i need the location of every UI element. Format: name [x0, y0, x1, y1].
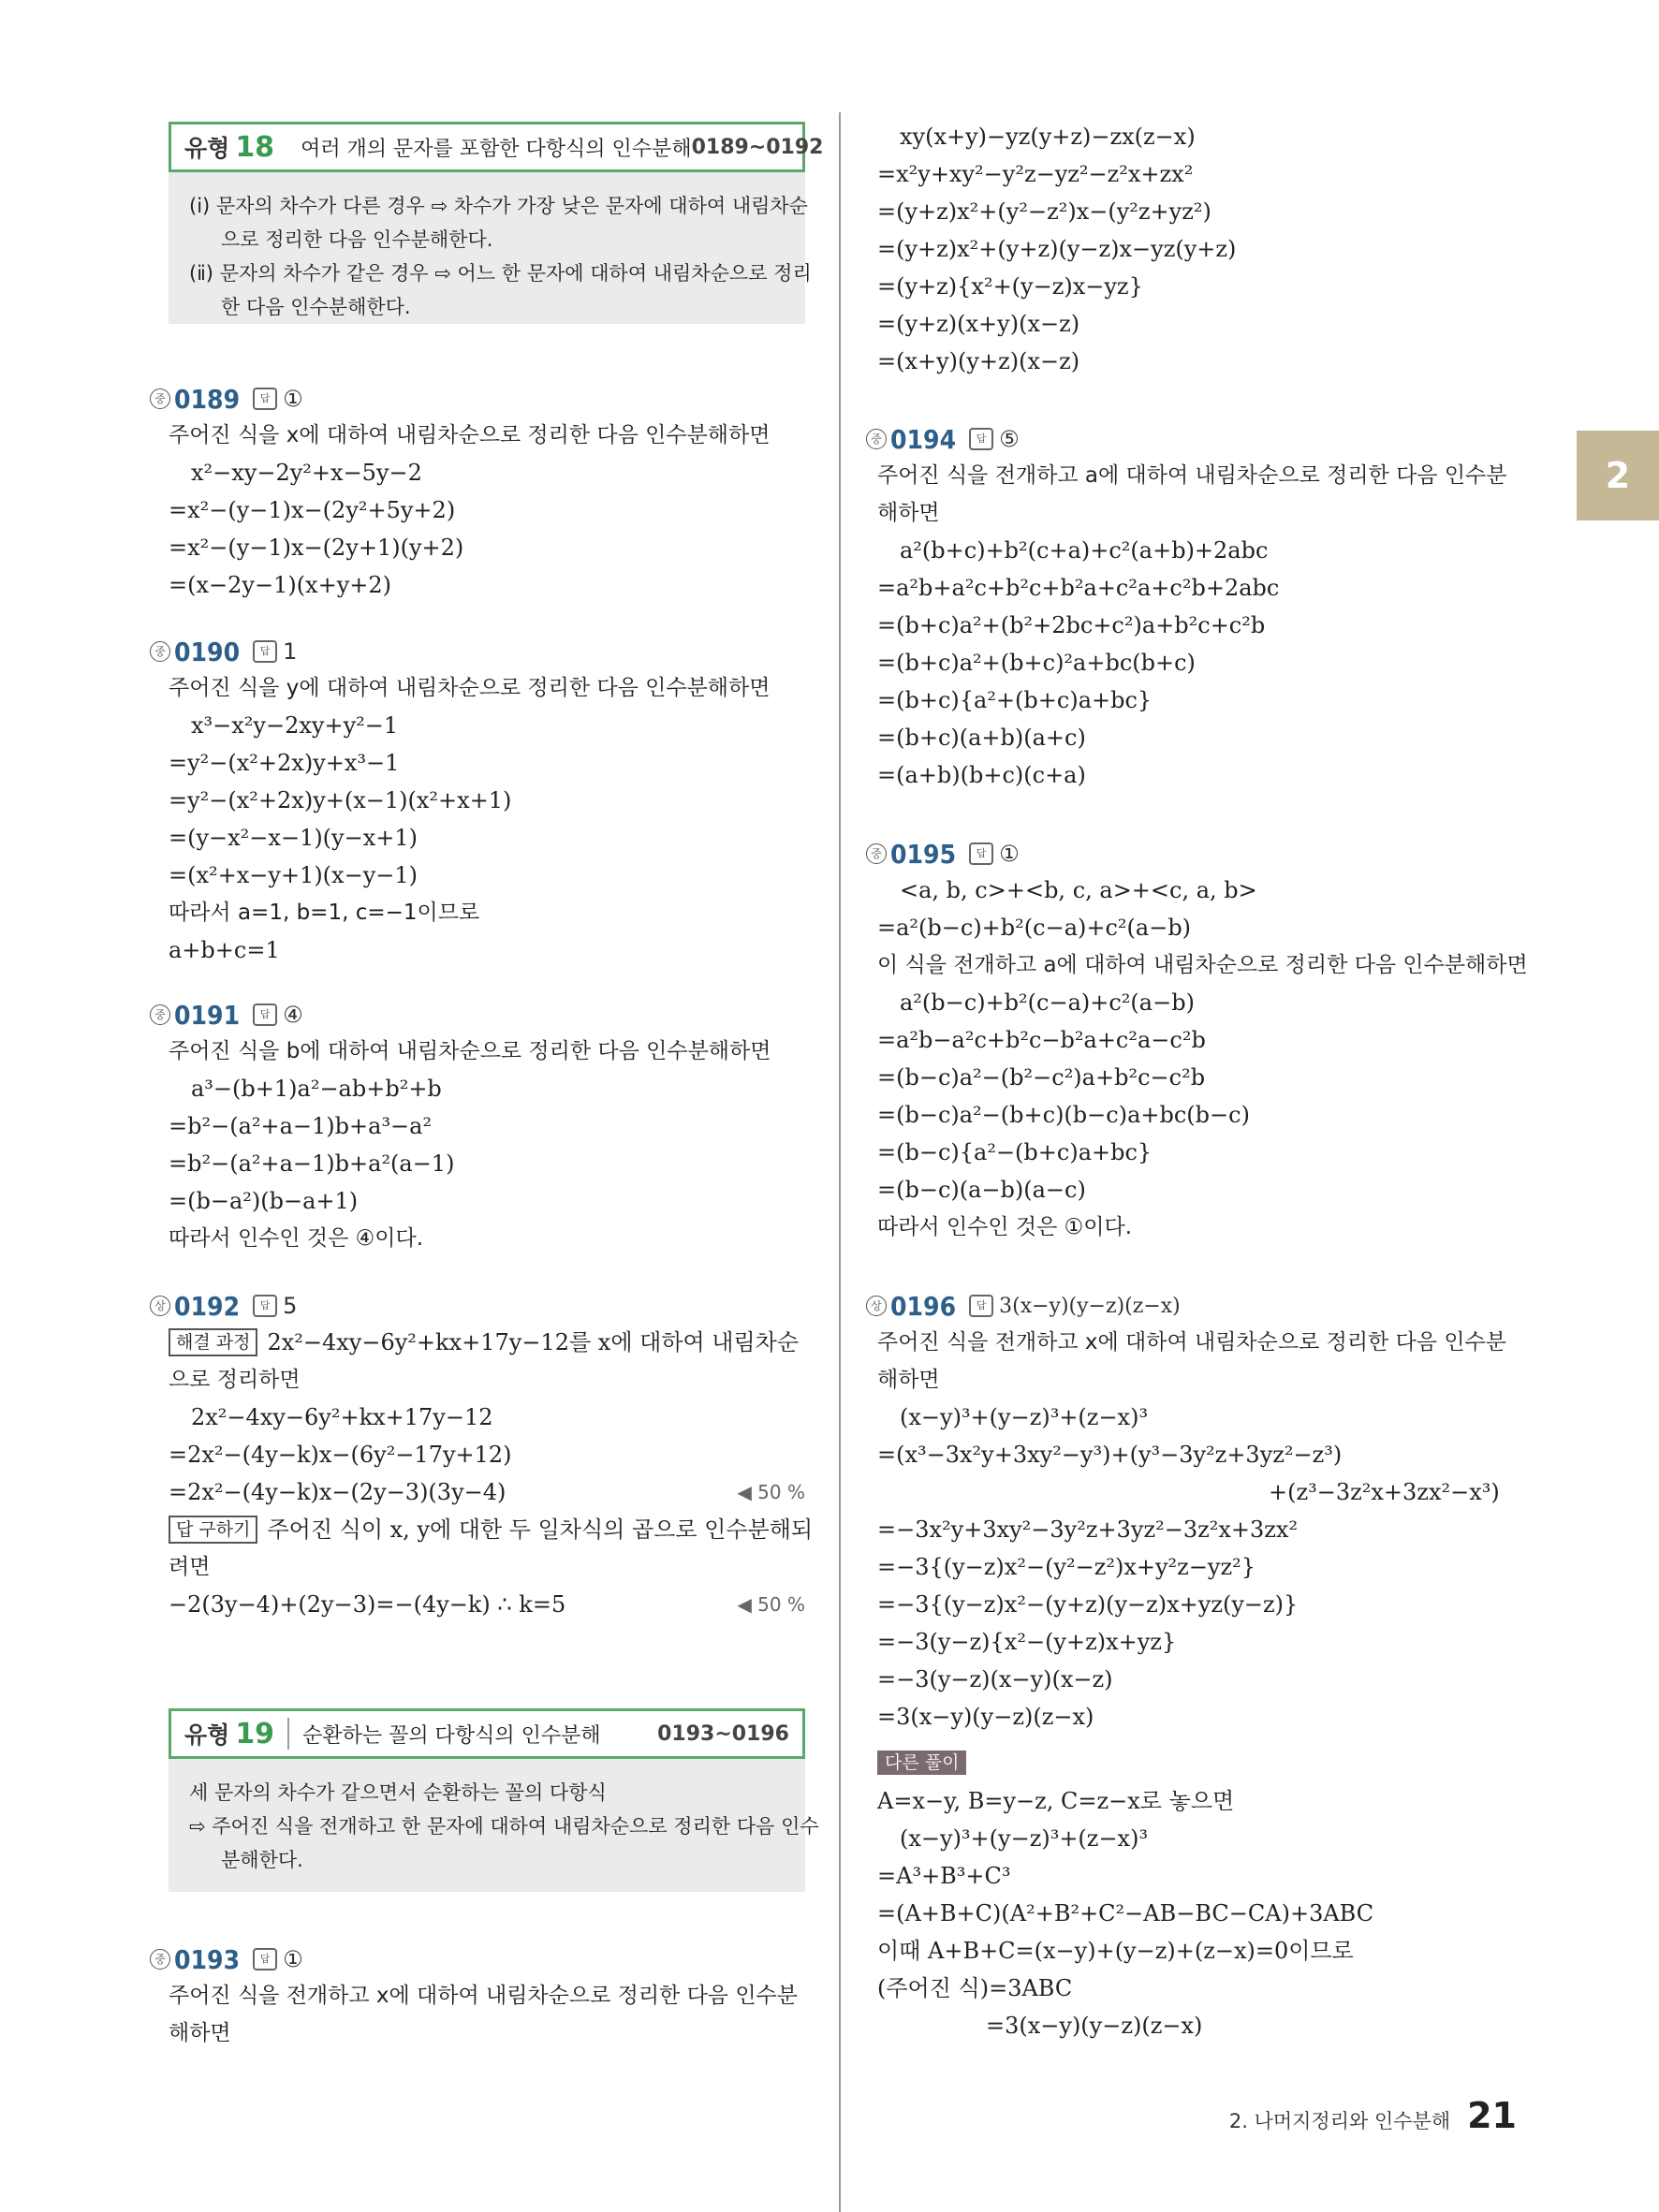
problem-0195 [866, 834, 1528, 1239]
answer-value: 5 [283, 1293, 298, 1319]
solution-line: 주어진 식을 전개하고 x에 대하여 내림차순으로 정리한 다음 인수분 [877, 1330, 1506, 1355]
solution-line: =x²−(y−1)x−(2y+1)(y+2) [169, 535, 464, 561]
score-percent: ◀ 50 % [737, 1481, 805, 1503]
answer-value: ⑤ [999, 426, 1020, 452]
problem-number: 0192 [174, 1290, 241, 1322]
problem-0189 [150, 379, 805, 598]
answer-icon: 답 [253, 1003, 277, 1026]
solution-line: =(y+z)x²+(y+z)(y−z)x−yz(y+z) [877, 236, 1237, 262]
problem-number: 0195 [890, 838, 957, 870]
answer-icon: 답 [253, 388, 277, 410]
type19-box [169, 1708, 819, 1892]
alt-solution-line: =A³+B³+C³ [877, 1863, 1011, 1889]
answer-value: ① [999, 841, 1020, 867]
solution-line: =(b−c)a²−(b+c)(b−c)a+bc(b−c) [877, 1102, 1250, 1128]
difficulty-badge: 중 [866, 429, 887, 449]
problem-number: 0189 [174, 383, 241, 415]
chapter-tab[interactable]: 2 [1577, 431, 1659, 520]
solution-line: =a²b+a²c+b²c+b²a+c²a+c²b+2abc [877, 575, 1280, 601]
type18-title: 여러 개의 문자를 포함한 다항식의 인수분해 [301, 137, 692, 161]
difficulty-badge: 중 [150, 388, 170, 409]
problem-header [866, 1286, 1521, 1326]
solution-line: 이 식을 전개하고 a에 대하여 내림차순으로 정리한 다음 인수분해하면 [877, 953, 1528, 977]
type18-body [169, 172, 812, 324]
solution-line: 해하면 [877, 501, 940, 525]
solution-line: −2(3y−4)+(2y−3)=−(4y−k) ∴ k=5 [169, 1591, 566, 1618]
answer-icon: 답 [253, 1295, 277, 1317]
problem-0190 [150, 632, 805, 963]
problem-header [150, 632, 805, 671]
alt-solution-line: 이때 A+B+C=(x−y)+(y−z)+(z−x)=0이므로 [877, 1938, 1354, 1964]
difficulty-badge: 상 [866, 1296, 887, 1316]
type18-line: (ⅱ) 문자의 차수가 같은 경우 ⇨ 어느 한 문자에 대하여 내림차순으로 정리 [189, 262, 812, 285]
solution-line-text: 주어진 식이 x, y에 대한 두 일차식의 곱으로 인수분해되 [267, 1516, 814, 1543]
type18-box [169, 122, 824, 324]
difficulty-badge: 중 [150, 641, 170, 662]
answer-icon: 답 [969, 842, 993, 865]
solution-line: =y²−(x²+2x)y+(x−1)(x²+x+1) [169, 787, 512, 813]
solution-line: 따라서 a=1, b=1, c=−1이므로 [169, 901, 480, 925]
solution-line: 주어진 식을 y에 대하여 내림차순으로 정리한 다음 인수분해하면 [169, 676, 771, 700]
type19-header [169, 1708, 805, 1759]
solution-line: 따라서 인수인 것은 ④이다. [169, 1226, 424, 1251]
solution-line: =b²−(a²+a−1)b+a³−a² [169, 1113, 433, 1139]
type19-title: 순환하는 꼴의 다항식의 인수분해 [302, 1723, 601, 1748]
solution-line [169, 1324, 799, 1361]
solution-line: 려면 [169, 1555, 211, 1579]
type19-line: 세 문자의 차수가 같으면서 순환하는 꼴의 다항식 [189, 1781, 607, 1804]
difficulty-badge: 상 [150, 1296, 170, 1316]
solution-step-tag: 해결 과정 [169, 1328, 257, 1356]
solution-line: a²(b+c)+b²(c+a)+c²(a+b)+2abc [900, 537, 1269, 564]
solution-line: =−3{(y−z)x²−(y+z)(y−z)x+yz(y−z)} [877, 1591, 1299, 1618]
solution-line: 해하면 [877, 1368, 940, 1392]
answer-icon: 답 [253, 640, 277, 663]
problem-number: 0194 [890, 423, 957, 455]
problem-0194 [866, 419, 1521, 788]
solution-line: 해하면 [169, 2021, 231, 2045]
solution-line: 주어진 식을 x에 대하여 내림차순으로 정리한 다음 인수분해하면 [169, 423, 771, 447]
problem-header [150, 1940, 805, 1979]
alt-solution-line: =3(x−y)(y−z)(z−x) [986, 2013, 1203, 2039]
solution-line: =2x²−(4y−k)x−(6y²−17y+12) [169, 1442, 512, 1468]
solution-line: =x²y+xy²−y²z−yz²−z²x+zx² [877, 161, 1194, 187]
solution-line: x³−x²y−2xy+y²−1 [191, 712, 399, 739]
problem-number: 0196 [890, 1290, 957, 1322]
solution-line-text: 2x²−4xy−6y²+kx+17y−12를 x에 대하여 내림차순 [267, 1329, 800, 1355]
solution-line: =(b−c)(a−b)(a−c) [877, 1177, 1086, 1203]
answer-value: 3(x−y)(y−z)(z−x) [999, 1294, 1181, 1318]
solution-line: =a²b−a²c+b²c−b²a+c²a−c²b [877, 1027, 1206, 1053]
answer-value: ① [283, 386, 303, 412]
solution-line: =(y+z){x²+(y−z)x−yz} [877, 273, 1143, 300]
solution-line: <a, b, c>+<b, c, a>+<c, a, b> [900, 877, 1257, 903]
solution-line: =(y−x²−x−1)(y−x+1) [169, 825, 418, 851]
problem-header [150, 379, 805, 418]
solution-line [169, 1511, 813, 1548]
page-footer [1228, 2095, 1517, 2136]
problem-header [150, 1286, 805, 1326]
solution-line: =2x²−(4y−k)x−(2y−3)(3y−4) [169, 1479, 507, 1505]
solution-line: =y²−(x²+2x)y+x³−1 [169, 750, 400, 776]
answer-icon: 답 [969, 428, 993, 450]
alt-solution-line: =(A+B+C)(A²+B²+C²−AB−BC−CA)+3ABC [877, 1900, 1374, 1926]
problem-header [866, 419, 1521, 459]
solution-line: =(b−c)a²−(b²−c²)a+b²c−c²b [877, 1064, 1206, 1091]
alt-solution-tag: 다른 풀이 [877, 1751, 966, 1775]
solution-line: 주어진 식을 전개하고 a에 대하여 내림차순으로 정리한 다음 인수분 [877, 463, 1507, 488]
solution-line: x²−xy−2y²+x−5y−2 [191, 460, 422, 486]
solution-line: 주어진 식을 전개하고 x에 대하여 내림차순으로 정리한 다음 인수분 [169, 1984, 798, 2008]
solution-line: =−3{(y−z)x²−(y²−z²)x+y²z−yz²} [877, 1554, 1256, 1580]
solution-line: 2x²−4xy−6y²+kx+17y−12 [191, 1404, 493, 1430]
solution-line: =−3(y−z){x²−(y+z)x+yz} [877, 1629, 1177, 1655]
answer-value: ④ [283, 1002, 303, 1028]
solution-line: =3(x−y)(y−z)(z−x) [877, 1704, 1094, 1730]
solution-line: a²(b−c)+b²(c−a)+c²(a−b) [900, 989, 1195, 1016]
type18-header [169, 122, 824, 172]
type18-range: 0189~0192 [691, 135, 824, 159]
solution-line: =−3x²y+3xy²−3y²z+3yz²−3z²x+3zx² [877, 1516, 1299, 1543]
type19-line: ⇨ 주어진 식을 전개하고 한 문자에 대하여 내림차순으로 정리한 다음 인수 [189, 1815, 819, 1838]
solution-line: =a²(b−c)+b²(c−a)+c²(a−b) [877, 915, 1192, 941]
alt-solution-line: (주어진 식)=3ABC [877, 1975, 1073, 2001]
type19-line: 분해한다. [221, 1849, 303, 1871]
solution-line: =(b−c){a²−(b+c)a+bc} [877, 1139, 1152, 1165]
difficulty-badge: 중 [150, 1004, 170, 1025]
answer-icon: 답 [253, 1948, 277, 1970]
type18-line: (ⅰ) 문자의 차수가 다른 경우 ⇨ 차수가 가장 낮은 문자에 대하여 내림차순 [189, 195, 808, 217]
solution-line: 으로 정리하면 [169, 1368, 301, 1392]
type19-tag: 유형 19 [184, 1718, 275, 1751]
solution-line: =−3(y−z)(x−y)(x−z) [877, 1666, 1113, 1692]
answer-value: ① [283, 1946, 303, 1972]
solution-line: +(z³−3z²x+3zx²−x³) [1269, 1479, 1500, 1505]
problem-number: 0193 [174, 1943, 241, 1975]
problem-0192 [150, 1286, 814, 1618]
type18-line: 한 다음 인수분해한다. [221, 296, 411, 318]
type19-range: 0193~0196 [657, 1721, 789, 1746]
solution-line: =(b+c){a²+(b+c)a+bc} [877, 687, 1152, 713]
score-percent: ◀ 50 % [737, 1593, 805, 1616]
solution-line: 주어진 식을 b에 대하여 내림차순으로 정리한 다음 인수분해하면 [169, 1039, 771, 1063]
problem-0191 [150, 995, 805, 1251]
solution-line: (x−y)³+(y−z)³+(z−x)³ [900, 1404, 1149, 1430]
solution-line: 따라서 인수인 것은 ①이다. [877, 1215, 1133, 1239]
solution-line: =x²−(y−1)x−(2y²+5y+2) [169, 497, 456, 523]
footer-section-title: 2. 나머지정리와 인수분해 [1228, 2110, 1451, 2132]
solution-line: =(b+c)a²+(b+c)²a+bc(b+c) [877, 650, 1196, 676]
solution-line: =b²−(a²+a−1)b+a²(a−1) [169, 1150, 455, 1177]
answer-icon: 답 [969, 1295, 993, 1317]
solution-line: =(y+z)(x+y)(x−z) [877, 311, 1080, 337]
solution-line: =(b−a²)(b−a+1) [169, 1188, 359, 1214]
column-divider [839, 112, 841, 2212]
solution-line: xy(x+y)−yz(y+z)−zx(z−x) [900, 124, 1196, 150]
solution-line: =(x−2y−1)(x+y+2) [169, 572, 391, 598]
page-number: 21 [1467, 2095, 1517, 2136]
problem-number: 0191 [174, 999, 241, 1031]
type18-line: 으로 정리한 다음 인수분해한다. [221, 228, 493, 251]
problem-header [150, 995, 805, 1034]
solution-line: a³−(b+1)a²−ab+b²+b [191, 1076, 442, 1102]
solution-line: =(x+y)(y+z)(x−z) [877, 348, 1080, 374]
solution-line: =(x²+x−y+1)(x−y−1) [169, 862, 418, 888]
problem-0196 [866, 1286, 1521, 2039]
problem-header [866, 834, 1521, 873]
problem-number: 0190 [174, 636, 241, 667]
solution-line: =(a+b)(b+c)(c+a) [877, 762, 1086, 788]
type19-body [169, 1759, 819, 1892]
solution-line: =(y+z)x²+(y²−z²)x−(y²z+yz²) [877, 198, 1211, 225]
answer-value: 1 [283, 638, 298, 665]
solution-line: a+b+c=1 [169, 937, 280, 963]
solution-line: =(x³−3x²y+3xy²−y³)+(y³−3y²z+3yz²−z³) [877, 1442, 1343, 1468]
alt-solution-line: (x−y)³+(y−z)³+(z−x)³ [900, 1825, 1149, 1852]
alt-solution-line: A=x−y, B=y−z, C=z−x로 놓으면 [877, 1788, 1235, 1814]
problem-0193 [150, 1940, 805, 2045]
solution-line: =(b+c)a²+(b²+2bc+c²)a+b²c+c²b [877, 612, 1266, 638]
difficulty-badge: 중 [150, 1949, 170, 1970]
difficulty-badge: 중 [866, 843, 887, 864]
solution-line: =(b+c)(a+b)(a+c) [877, 725, 1086, 751]
solution-step-tag: 답 구하기 [169, 1516, 257, 1544]
type18-tag: 유형 18 [184, 131, 275, 164]
